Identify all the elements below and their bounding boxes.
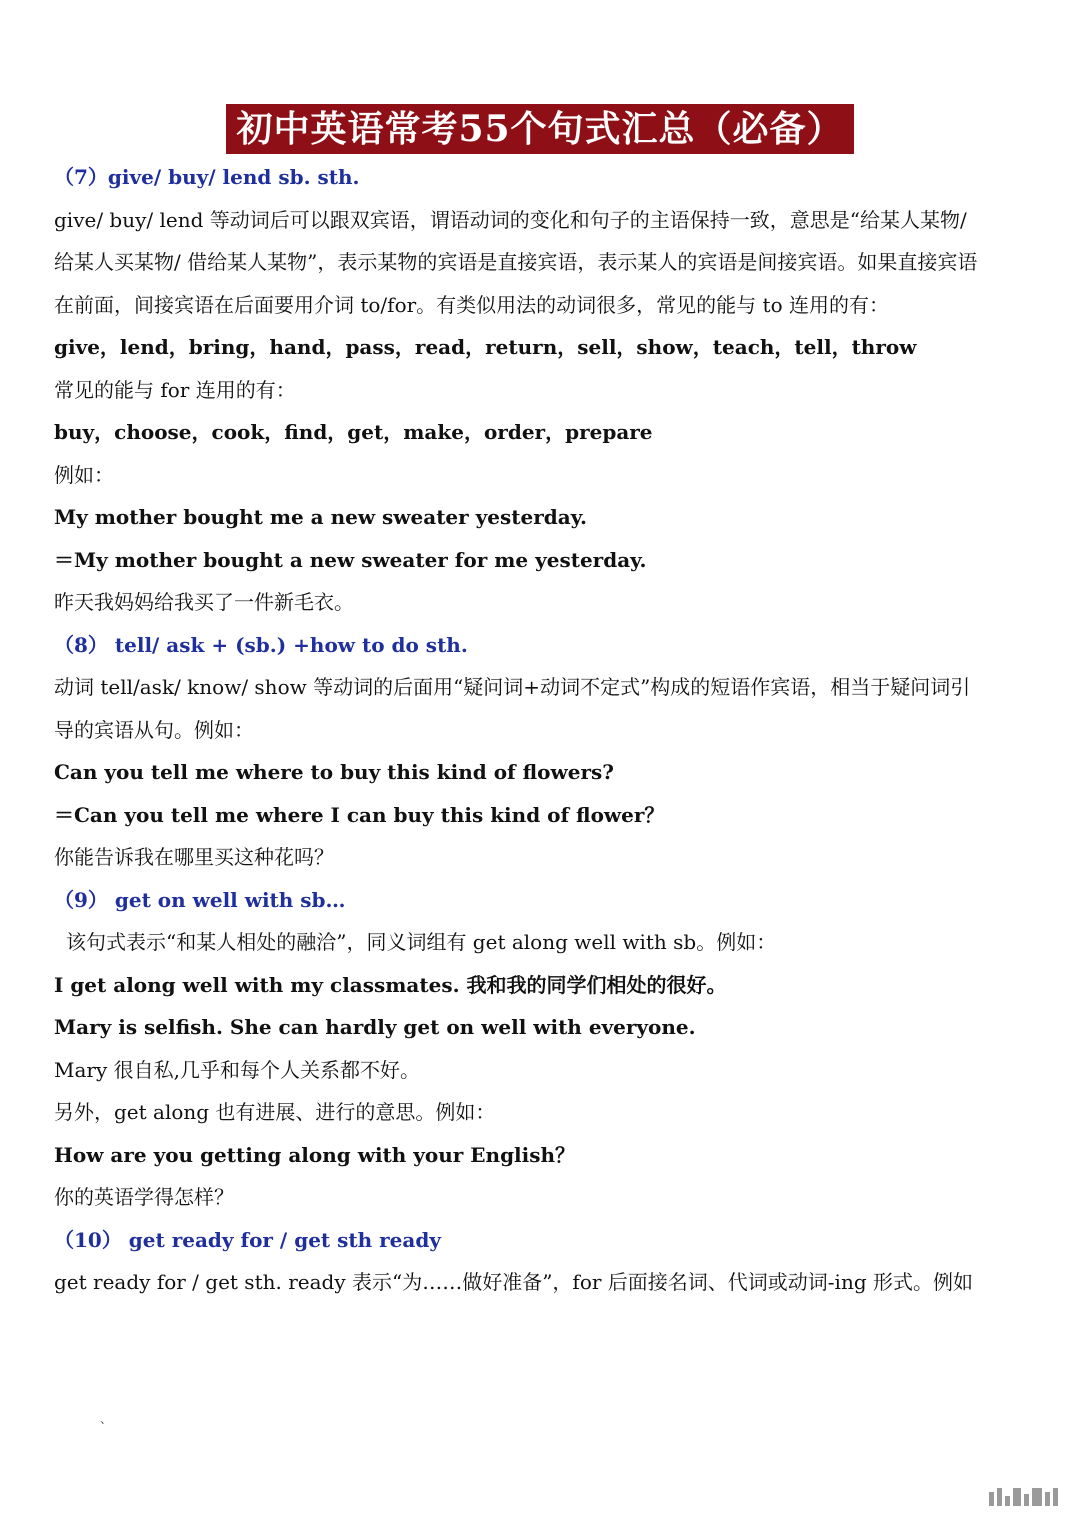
section-7-example-1: My mother bought me a new sweater yesterday.	[54, 505, 587, 529]
watermark-barcode-icon	[989, 1488, 1058, 1506]
section-9-heading: （9） get on well with sb…	[54, 887, 346, 912]
section-9-explanation: 该句式表示“和某人相处的融洽”，同义词组有 get along well with sb。例如：	[66, 930, 777, 954]
section-7-example-2: ＝My mother bought a new sweater for me yesterday.	[54, 547, 647, 572]
section-9-example-3: How are you getting along with your English？	[54, 1142, 576, 1167]
section-7-example-label: 例如：	[54, 462, 114, 487]
section-9-explanation-2: 另外，get along 也有进展、进行的意思。例如：	[54, 1100, 496, 1124]
document-body	[54, 156, 984, 1304]
section-9-example-2-translation: Mary 很自私,几乎和每个人关系都不好。	[54, 1057, 420, 1082]
section-7-explanation: give/ buy/ lend 等动词后可以跟双宾语，谓语动词的变化和句子的主语保持一致，意思是“给某人某物/ 给某人买某物/ 借给某人某物”，表示某物的宾语是直接宾语，表示某人的宾语是间接宾语。如果直接宾语在前面，间接宾语在后面要用介词 to/for。有类似用法的动词很多，常见的能与 to 连用的有：	[54, 207, 978, 317]
section-9-example-3-translation: 你的英语学得怎样？	[54, 1185, 234, 1209]
section-10-heading: （10） get ready for / get sth ready	[54, 1227, 441, 1252]
section-7-for-verbs: buy，choose，cook，find，get，make，order，prepare	[54, 420, 653, 444]
section-8-example-1: Can you tell me where to buy this kind of flowers?	[54, 760, 614, 784]
section-9-example-1: I get along well with my classmates. 我和我的同学们相处的很好。	[54, 972, 727, 997]
title-container	[0, 104, 1080, 154]
section-9-example-2: Mary is selfish. She can hardly get on well with everyone.	[54, 1015, 696, 1039]
section-8-heading: （8） tell/ ask + (sb.) +how to do sth.	[54, 632, 468, 657]
section-8-example-2: ＝Can you tell me where I can buy this kind of flower？	[54, 802, 665, 827]
stray-mark: 、	[100, 1412, 113, 1426]
section-8-explanation: 动词 tell/ask/ know/ show 等动词的后面用“疑问词+动词不定式”构成的短语作宾语，相当于疑问词引导的宾语从句。例如：	[54, 675, 971, 742]
section-7-heading: （7）give/ buy/ lend sb. sth.	[54, 165, 360, 189]
section-7-to-verbs: give，lend，bring，hand，pass，read，return，sell，show，teach，tell，throw	[54, 335, 917, 359]
section-10-explanation: get ready for / get sth. ready 表示“为……做好准备”，for 后面接名词、代词或动词-ing 形式。例如	[54, 1270, 973, 1294]
section-8-example-translation: 你能告诉我在哪里买这种花吗？	[54, 845, 334, 869]
section-7-example-translation: 昨天我妈妈给我买了一件新毛衣。	[54, 590, 354, 614]
page-title: 初中英语常考55个句式汇总（必备）	[226, 104, 853, 154]
section-7-for-intro: 常见的能与 for 连用的有：	[54, 377, 296, 402]
